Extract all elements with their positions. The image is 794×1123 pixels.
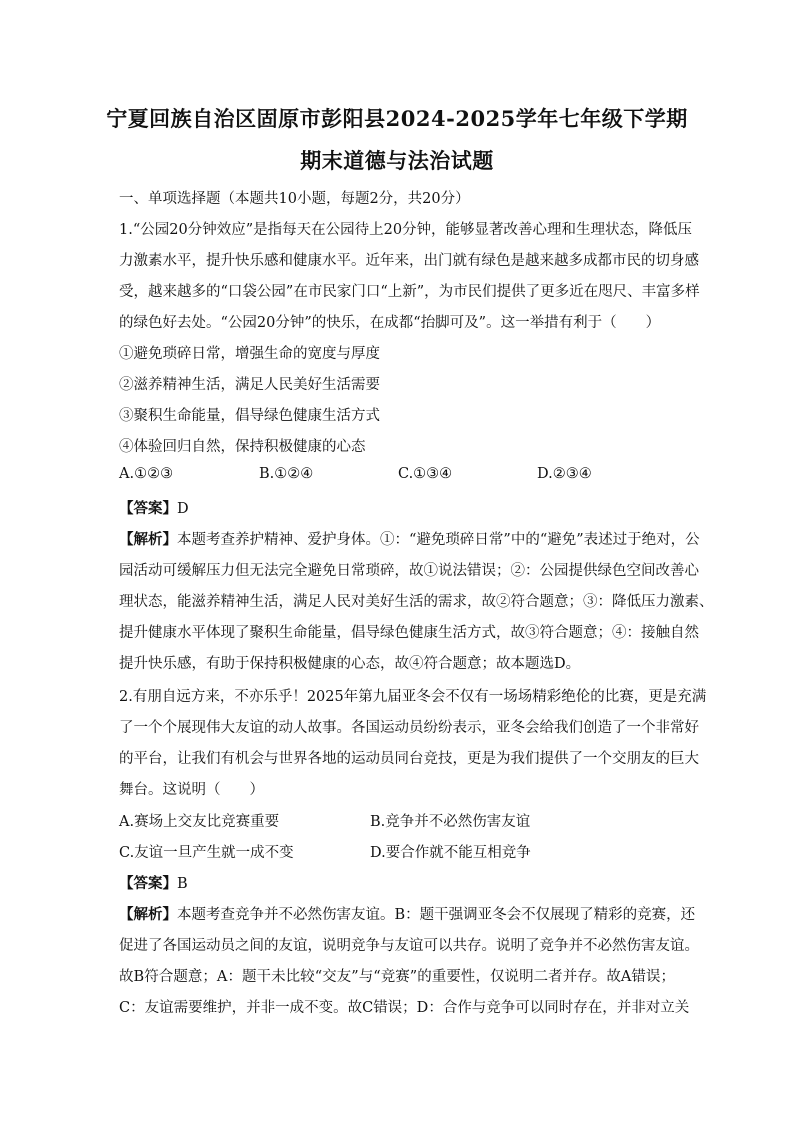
q1-item: ②滋养精神生活，满足人民美好生活需要 bbox=[119, 377, 380, 393]
q1-analysis-line bbox=[119, 528, 700, 549]
answer-label: 【答案】 bbox=[119, 875, 177, 892]
q2-stem-line: 2.有朋自远方来，不亦乐乎！2025年第九届亚冬会不仅有一场场精彩绝伦的比赛，更是充满 bbox=[119, 689, 707, 705]
answer-label: 【答案】 bbox=[119, 500, 177, 517]
q1-answer bbox=[119, 497, 189, 518]
q1-item: ④体验回归自然，保持积极健康的心态 bbox=[119, 439, 366, 455]
q2-analysis-line: 故B符合题意；A：题干未比较“交友”与“竞赛”的重要性，仅说明二者并存。故A错误； bbox=[119, 969, 675, 985]
q2-option-d: D.要合作就不能互相竞争 bbox=[370, 845, 531, 861]
q1-stem-line: 的绿色好去处。“公园20分钟”的快乐，在成都“抬脚可及”。这一举措有利于（ ） bbox=[119, 315, 661, 331]
q1-item: ①避免琐碎日常，增强生命的宽度与厚度 bbox=[119, 346, 380, 362]
q2-stem-line: 的平台，让我们有机会与世界各地的运动员同台竞技，更是为我们提供了一个交朋友的巨大 bbox=[119, 751, 699, 767]
analysis-text: 本题考查竞争并不必然伤害友谊。B：题干强调亚冬会不仅展现了精彩的竞赛，还 bbox=[177, 907, 696, 923]
q2-analysis-line: 促进了各国运动员之间的友谊，说明竞争与友谊可以共存。说明了竞争并不必然伤害友谊。 bbox=[119, 938, 699, 954]
q1-stem-line: 1.“公园20分钟效应”是指每天在公园待上20分钟，能够显著改善心理和生理状态，降低压 bbox=[119, 222, 693, 238]
q1-option-d: D.②③④ bbox=[537, 466, 592, 482]
title-line-1: 宁夏回族自治区固原市彭阳县2024-2025学年七年级下学期 bbox=[106, 106, 688, 131]
q2-analysis-line bbox=[119, 903, 696, 924]
q1-analysis-line: 园活动可缓解压力但无法完全避免日常琐碎，故①说法错误；②：公园提供绿色空间改善心 bbox=[119, 563, 699, 579]
answer-value: D bbox=[177, 501, 189, 517]
q2-stem-line: 舞台。这说明（ ） bbox=[119, 782, 264, 798]
answer-value: B bbox=[177, 876, 188, 892]
q2-option-a: A.赛场上交友比竞赛重要 bbox=[119, 814, 280, 830]
analysis-label: 【解析】 bbox=[119, 906, 177, 923]
title-line-2: 期末道德与法治试题 bbox=[300, 148, 494, 173]
q1-option-a: A.①②③ bbox=[119, 466, 174, 482]
q1-analysis-line: 提升快乐感，有助于保持积极健康的心态，故④符合题意；故本题选D。 bbox=[119, 656, 581, 672]
q1-stem-line: 力激素水平，提升快乐感和健康水平。近年来，出门就有绿色是越来越多成都市民的切身感 bbox=[119, 253, 699, 269]
q2-option-c: C.友谊一旦产生就一成不变 bbox=[119, 845, 294, 861]
q1-analysis-line: 理状态，能滋养精神生活，满足人民对美好生活的需求，故②符合题意；③：降低压力激素、 bbox=[119, 594, 714, 610]
q1-analysis-line: 提升健康水平体现了聚积生命能量，倡导绿色健康生活方式，故③符合题意；④：接触自然 bbox=[119, 625, 699, 641]
q1-option-b: B.①②④ bbox=[259, 466, 314, 482]
q1-option-c: C.①③④ bbox=[398, 466, 453, 482]
q2-option-b: B.竞争并不必然伤害友谊 bbox=[370, 814, 531, 830]
q2-answer bbox=[119, 872, 188, 893]
q2-stem-line: 了一个个展现伟大友谊的动人故事。各国运动员纷纷表示，亚冬会给我们创造了一个非常好 bbox=[119, 720, 699, 736]
q1-stem-line: 受，越来越多的“口袋公园”在市民家门口“上新”，为市民们提供了更多近在咫尺、丰富多样 bbox=[119, 284, 700, 300]
analysis-label: 【解析】 bbox=[119, 531, 177, 548]
q2-analysis-line: C：友谊需要维护，并非一成不变。故C错误；D：合作与竞争可以同时存在，并非对立关 bbox=[119, 1000, 690, 1016]
q1-item: ③聚积生命能量，倡导绿色健康生活方式 bbox=[119, 408, 380, 424]
analysis-text: 本题考查养护精神、爱护身体。①：“避免琐碎日常”中的“避免”表述过于绝对，公 bbox=[177, 532, 700, 548]
section-heading: 一、单项选择题（本题共10小题，每题2分，共20分） bbox=[119, 191, 470, 207]
